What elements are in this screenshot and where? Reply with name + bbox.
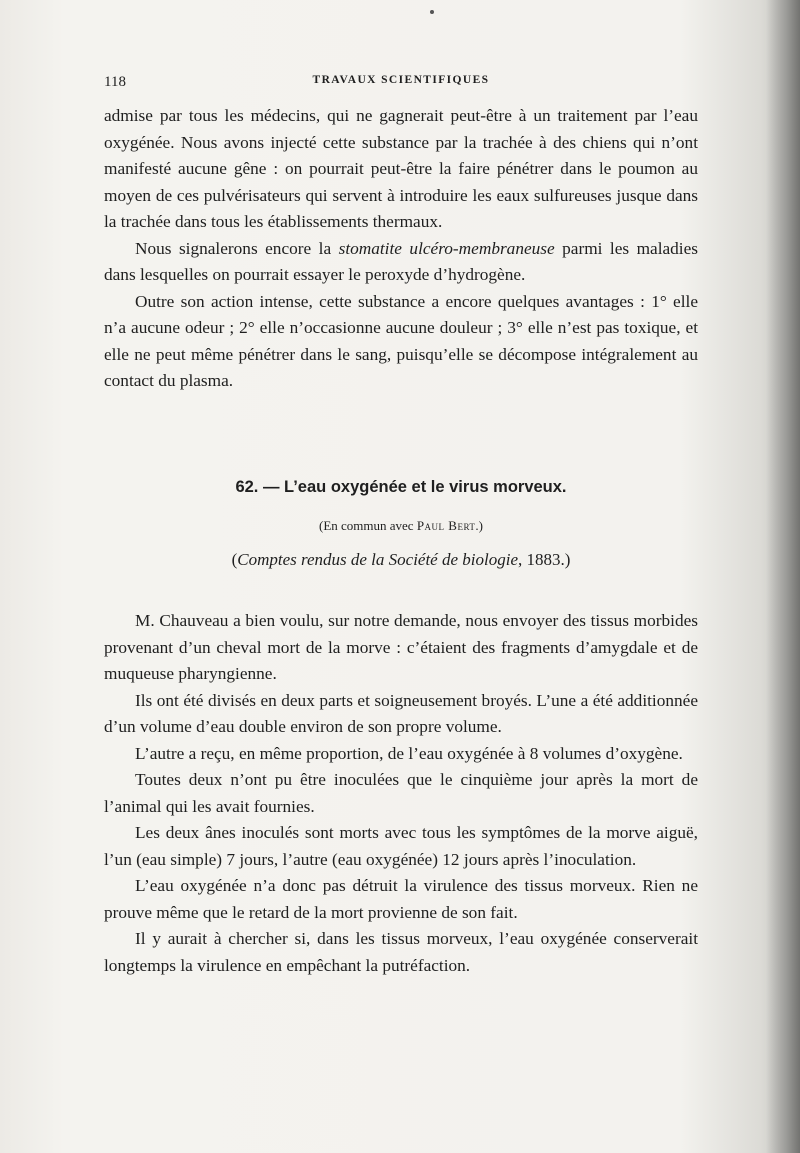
paragraph-division: Ils ont été divisés en deux parts et soigneusement broyés. L’une a été additionnée d’un volume d’eau double environ de son propre volume. [104,690,698,736]
stomatite-term: stomatite ulcéro-membraneuse [338,238,555,258]
text-block-top [104,103,698,395]
collaboration-note [104,518,698,534]
collab-name: Paul Bert [416,518,476,533]
paragraph-question: Il y aurait à chercher si, dans les tissus morveux, l’eau oxygénée conserverait longtemps la virulence en empêchant la putréfaction. [104,929,698,975]
paragraph-stomatite [104,236,698,289]
paragraph-inoculation: Toutes deux n’ont pu être inoculées que le cinquième jour après la mort de l’animal qui les avait fournies. [104,770,698,816]
collab-suffix: .) [475,518,484,533]
paragraph-other-part: L’autre a reçu, en même proportion, de l’eau oxygénée à 8 volumes d’oxygène. [135,743,683,763]
section-heading: 62. — L’eau oxygénée et le virus morveux. [235,478,567,496]
source-citation [104,550,698,570]
stomatite-text-after: parmi les maladies dans lesquelles on pourrait essayer le peroxyde d’hydrogène. [104,238,698,284]
collab-prefix: (En commun avec [318,518,417,533]
text-block-body [104,608,698,979]
paragraph-chauveau: M. Chauveau a bien voulu, sur notre demande, nous envoyer des tissus morbides provenant d’un cheval mort de la morve : c’étaient des fragments d’amygdale et de muqueuse pharyngienne. [104,611,698,683]
running-title: TRAVAUX SCIENTIFIQUES [312,74,490,86]
running-head [104,70,698,94]
source-rest: , 1883.) [518,550,571,569]
source-open: ( [231,550,238,569]
source-journal: Comptes rendus de la Société de biologie [237,550,518,569]
paragraph-conclusion: L’eau oxygénée n’a donc pas détruit la virulence des tissus morveux. Rien ne prouve même que le retard de la mort provienne de son fait. [104,876,698,922]
paragraph-advantages: Outre son action intense, cette substance a encore quelques avantages : 1° elle n’a aucune odeur ; 2° elle n’occasionne aucune douleur ; 3° elle n’est pas toxique, et elle ne peut même pénétrer dans le sang, puisqu’elle se décompose intégralement au contact du plasma. [104,291,698,390]
page-number: 118 [104,74,126,90]
paragraph-results: Les deux ânes inoculés sont morts avec tous les symptômes de la morve aiguë, l’un (eau simple) 7 jours, l’autre (eau oxygénée) 12 jours après l’inoculation. [104,823,698,869]
book-spine-shadow [766,0,800,1153]
paragraph-continuation: admise par tous les médecins, qui ne gagnerait peut-être à un traitement par l’eau oxygénée. Nous avons injecté cette substance par la trachée à des chiens qui n’ont manifesté aucune gêne : on pourrait peut-être la faire pénétrer dans le poumon au moyen de ces pulvérisateurs qui servent à introduire les eaux sulfureuses jusque dans la trachée dans tous les établissements thermaux. [104,106,698,231]
print-mark [430,10,434,14]
stomatite-text-before: Nous signalerons encore la [135,238,339,258]
